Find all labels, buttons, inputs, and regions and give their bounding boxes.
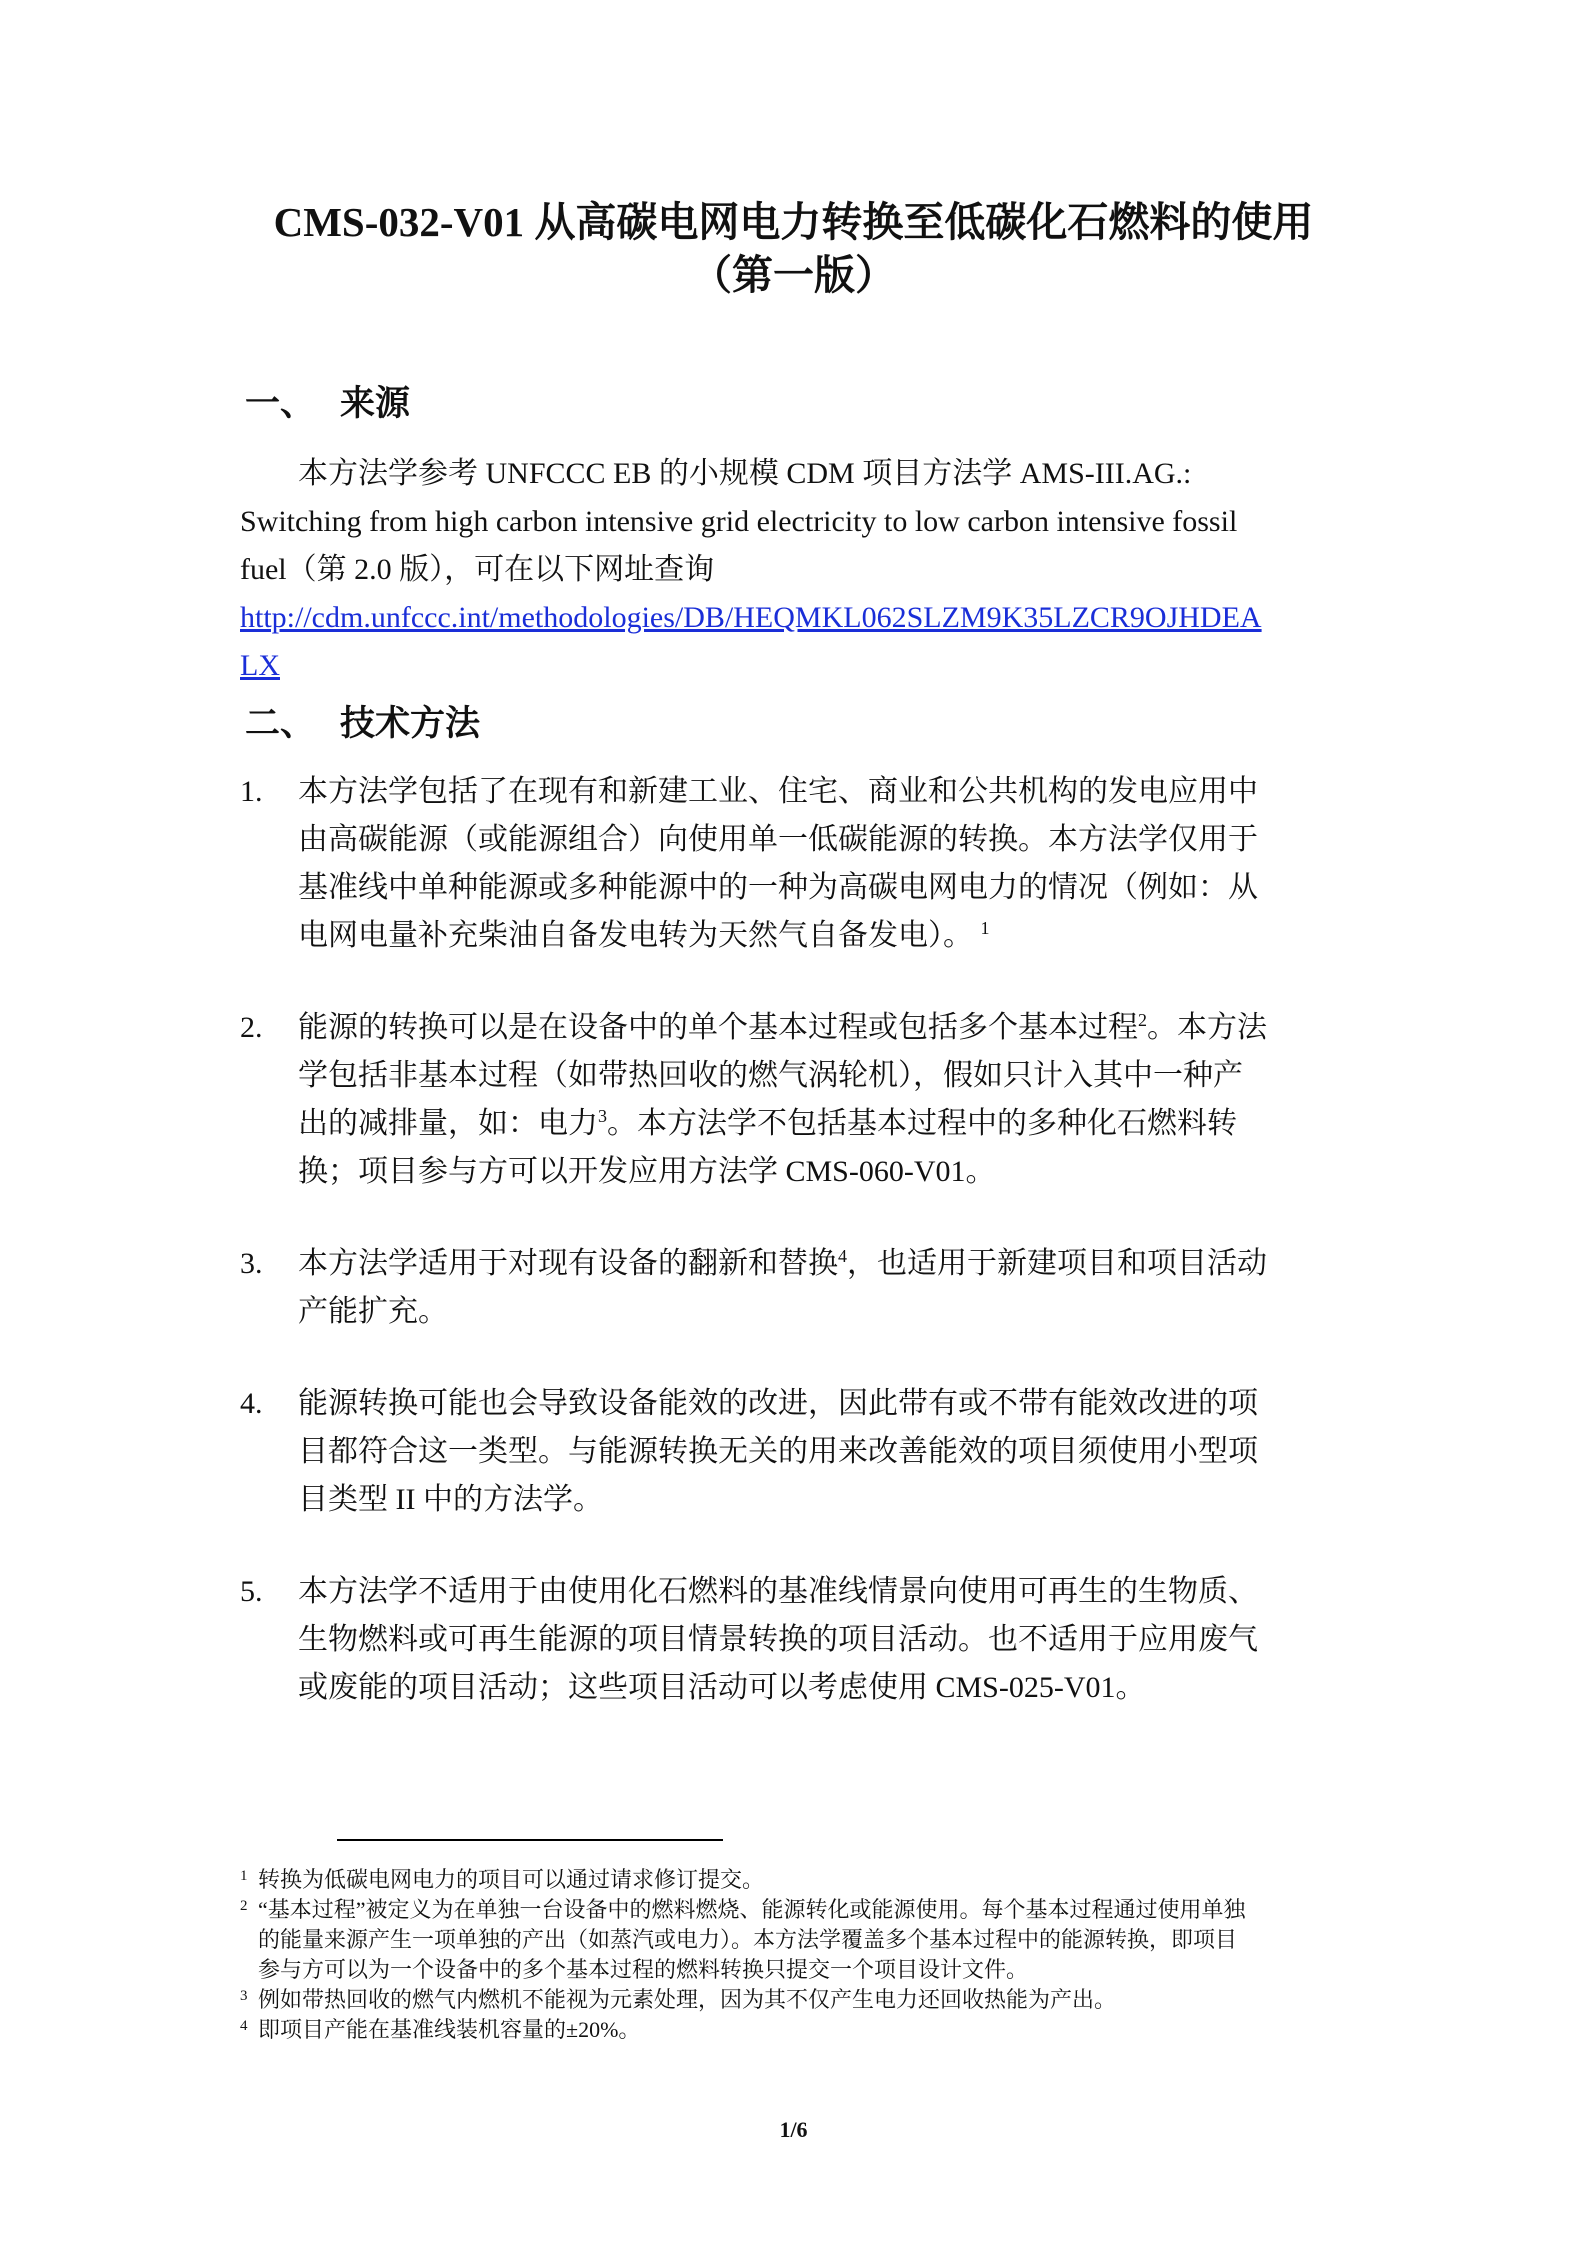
item-line: 生物燃料或可再生能源的项目情景转换的项目活动。也不适用于应用废气 xyxy=(298,1623,1258,1656)
section-heading-technical-method xyxy=(245,700,480,748)
section-label: 来源 xyxy=(340,384,411,423)
footnote-text: 的能量来源产生一项单独的产出（如蒸汽或电力）。本方法学覆盖多个基本过程中的能源转换，即项目 xyxy=(258,1927,1238,1952)
footnote xyxy=(240,1895,1360,1985)
item-text: 。本方法 xyxy=(1147,1011,1267,1044)
footnote-number: 3 xyxy=(240,1988,248,2004)
item-line xyxy=(298,1004,1360,1052)
list-item xyxy=(240,1240,1360,1336)
source-line: 本方法学参考 UNFCCC EB 的小规模 CDM 项目方法学 AMS-III.AG.: xyxy=(298,457,1192,490)
section-number: 一、 xyxy=(245,384,316,423)
footnote-ref[interactable]: 1 xyxy=(980,918,990,938)
footnote-number: 2 xyxy=(240,1898,248,1914)
footnote xyxy=(240,2015,1360,2045)
source-paragraph xyxy=(240,450,1360,690)
footnote xyxy=(240,1865,1360,1895)
item-line: 产能扩充。 xyxy=(298,1295,448,1328)
item-line xyxy=(298,912,1360,960)
item-text: 电网电量补充柴油自备发电转为天然气自备发电）。 xyxy=(298,919,973,952)
list-item xyxy=(240,1568,1360,1712)
footnote-text: 即项目产能在基准线装机容量的±20%。 xyxy=(258,2017,641,2042)
footnote-text: “基本过程”被定义为在单独一台设备中的燃料燃烧、能源转化或能源使用。每个基本过程通过使用单独 xyxy=(258,1897,1246,1922)
item-text: 。本方法学不包括基本过程中的多种化石燃料转 xyxy=(607,1107,1237,1140)
item-line xyxy=(298,1240,1360,1288)
footnote-number: 1 xyxy=(240,1868,248,1884)
source-line: fuel（第 2.0 版），可在以下网址查询 xyxy=(240,553,715,586)
methodology-link[interactable]: http://cdm.unfccc.int/methodologies/DB/HEQMKL062SLZM9K35LZCR9OJHDEA xyxy=(240,601,1262,634)
footnote-ref[interactable]: 2 xyxy=(1138,1010,1147,1030)
footnote-text: 转换为低碳电网电力的项目可以通过请求修订提交。 xyxy=(258,1867,765,1892)
list-item xyxy=(240,1380,1360,1524)
item-text: 出的减排量，如：电力 xyxy=(298,1107,598,1140)
item-number: 1. xyxy=(240,775,263,808)
item-text: 能源的转换可以是在设备中的单个基本过程或包括多个基本过程 xyxy=(298,1011,1138,1044)
item-text: ，也适用于新建项目和项目活动 xyxy=(847,1247,1267,1280)
item-number: 3. xyxy=(240,1247,263,1280)
list-item xyxy=(240,768,1360,960)
item-line: 目都符合这一类型。与能源转换无关的用来改善能效的项目须使用小型项 xyxy=(298,1435,1258,1468)
item-line: 本方法学不适用于由使用化石燃料的基准线情景向使用可再生的生物质、 xyxy=(298,1575,1258,1608)
item-number: 4. xyxy=(240,1387,263,1420)
methodology-link-continued[interactable]: LX xyxy=(240,649,280,682)
footnote-number: 4 xyxy=(240,2018,248,2034)
section-heading-source xyxy=(245,380,410,428)
item-line: 目类型 II 中的方法学。 xyxy=(298,1483,603,1516)
numbered-list xyxy=(240,768,1360,1756)
item-number: 2. xyxy=(240,1011,263,1044)
item-line: 本方法学包括了在现有和新建工业、住宅、商业和公共机构的发电应用中 xyxy=(298,775,1258,808)
section-number: 二、 xyxy=(245,704,316,743)
item-line: 换；项目参与方可以开发应用方法学 CMS-060-V01。 xyxy=(298,1155,996,1188)
item-line: 由高碳能源（或能源组合）向使用单一低碳能源的转换。本方法学仅用于 xyxy=(298,823,1258,856)
footnote-ref[interactable]: 4 xyxy=(838,1246,847,1266)
footnote-ref[interactable]: 3 xyxy=(598,1106,607,1126)
item-line: 学包括非基本过程（如带热回收的燃气涡轮机），假如只计入其中一种产 xyxy=(298,1059,1243,1092)
footnote xyxy=(240,1985,1360,2015)
source-line: Switching from high carbon intensive grid electricity to low carbon intensive fossil xyxy=(240,505,1238,538)
document-title: CMS-032-V01 从高碳电网电力转换至低碳化石燃料的使用 xyxy=(273,199,1314,245)
footnote-text: 例如带热回收的燃气内燃机不能视为元素处理，因为其不仅产生电力还回收热能为产出。 xyxy=(258,1987,1117,2012)
footnotes xyxy=(240,1865,1360,2045)
item-line: 基准线中单种能源或多种能源中的一种为高碳电网电力的情况（例如：从 xyxy=(298,871,1258,904)
footnote-text: 参与方可以为一个设备中的多个基本过程的燃料转换只提交一个项目设计文件。 xyxy=(258,1957,1029,1982)
item-line: 能源转换可能也会导致设备能效的改进，因此带有或不带有能效改进的项 xyxy=(298,1387,1258,1420)
list-item xyxy=(240,1004,1360,1196)
item-line xyxy=(298,1100,1360,1148)
section-label: 技术方法 xyxy=(340,704,481,743)
item-number: 5. xyxy=(240,1575,263,1608)
item-text: 本方法学适用于对现有设备的翻新和替换 xyxy=(298,1247,838,1280)
document-subtitle: （第一版） xyxy=(691,252,896,298)
page-number: 1/6 xyxy=(779,2117,808,2142)
item-line: 或废能的项目活动；这些项目活动可以考虑使用 CMS-025-V01。 xyxy=(298,1671,1146,1704)
footnote-divider xyxy=(337,1839,723,1841)
